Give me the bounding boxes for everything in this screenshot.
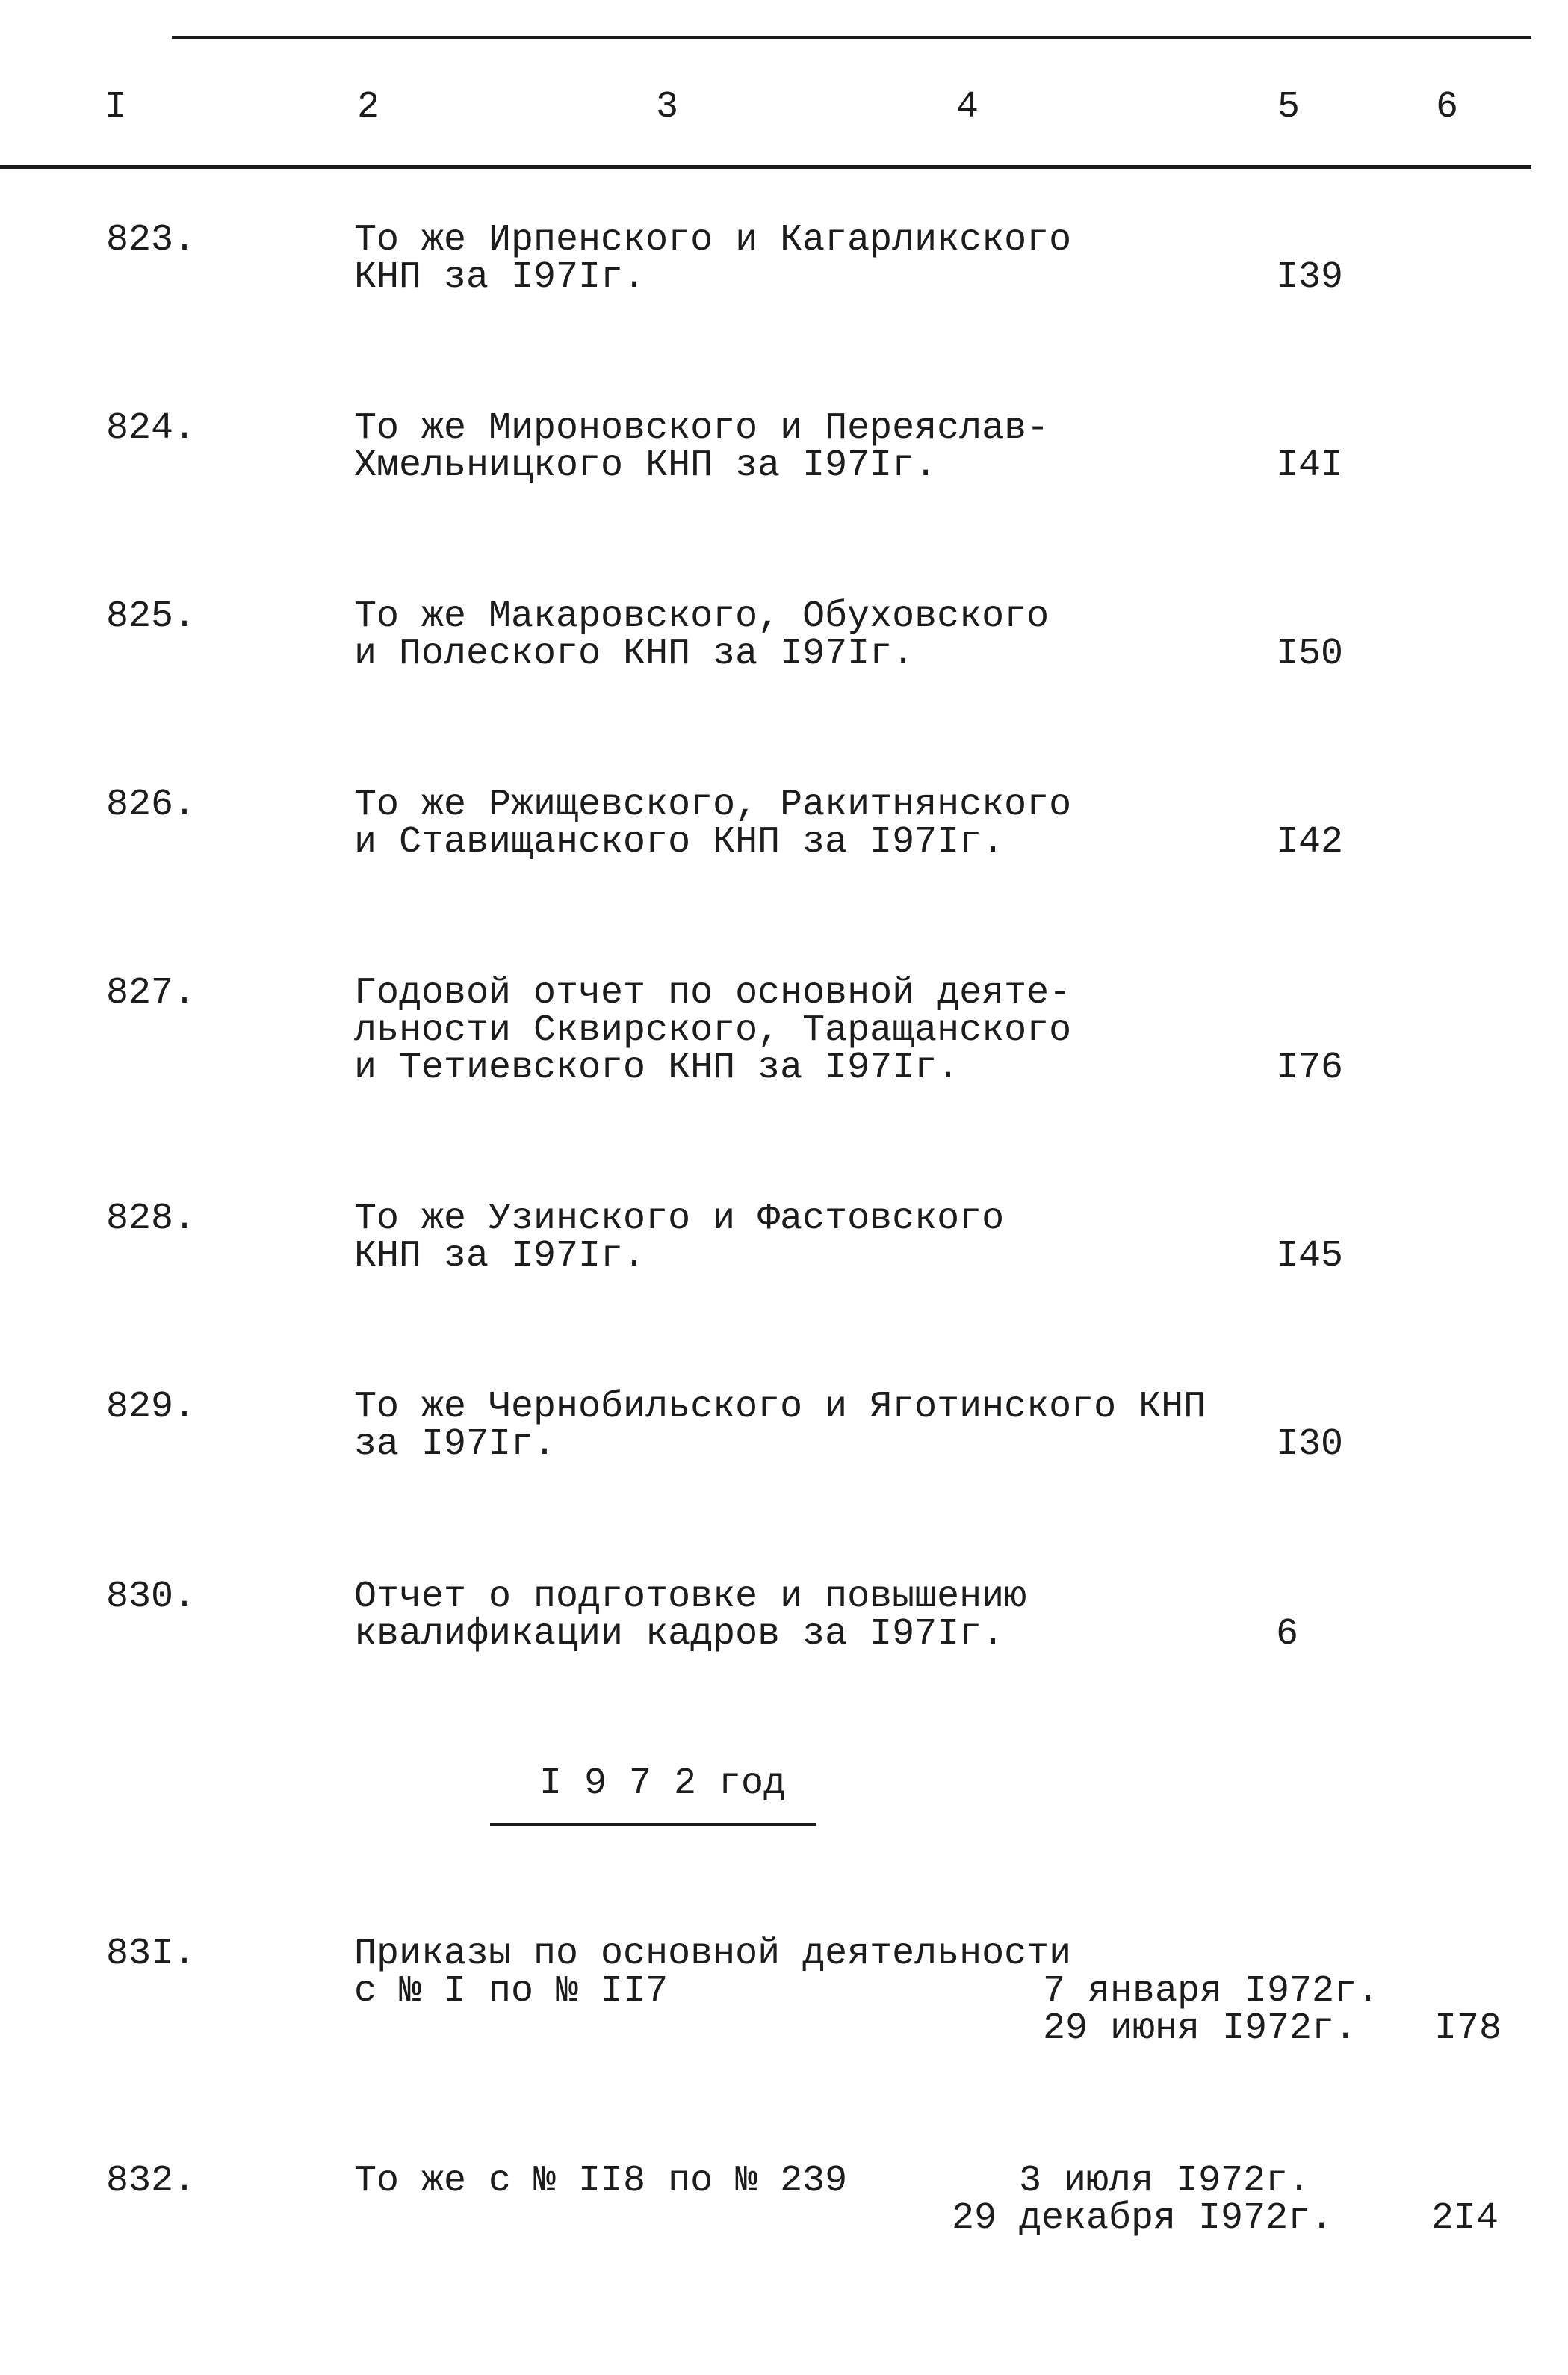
record-title-line: То же Мироновского и Переяслав- xyxy=(354,407,1050,450)
record-number: 830. xyxy=(106,1576,196,1618)
record-title-line: и Тетиевского КНП за I97Iг. xyxy=(354,1047,960,1089)
date-to: 29 июня I972г. xyxy=(1043,2007,1357,2050)
record-number: 826. xyxy=(106,784,196,826)
record-title-line: То же Макаровского, Обуховского xyxy=(354,595,1050,638)
record-title-line: То же Чернобильского и Яготинского КНП xyxy=(354,1386,1206,1428)
col-header-2: 2 xyxy=(357,86,380,128)
record-title-line: То же Узинского и Фастовского xyxy=(354,1198,1005,1240)
record-number: 825. xyxy=(106,595,196,638)
year-heading: I 9 7 2 год xyxy=(539,1762,787,1805)
record-number: 829. xyxy=(106,1386,196,1428)
sheet-count: I50 xyxy=(1276,633,1344,675)
sheet-count: I30 xyxy=(1276,1423,1344,1466)
record-title-line: Годовой отчет по основной деяте- xyxy=(354,972,1072,1015)
date-to: 29 декабря I972г. xyxy=(952,2197,1333,2240)
col-header-1: I xyxy=(105,86,128,128)
record-title-line: То же Ржищевского, Ракитнянского xyxy=(354,784,1072,826)
record-number: 832. xyxy=(106,2160,196,2202)
record-title-line: То же Ирпенского и Кагарликского xyxy=(354,219,1072,261)
record-title-line: льности Сквирского, Таращанского xyxy=(354,1009,1072,1052)
sheet-count: I4I xyxy=(1276,445,1344,487)
date-from: 3 июля I972г. xyxy=(1019,2160,1311,2202)
record-title-line: и Полеского КНП за I97Iг. xyxy=(354,633,915,675)
record-number: 828. xyxy=(106,1198,196,1240)
record-title-line: То же с № II8 по № 239 xyxy=(354,2160,848,2202)
sheet-count: I42 xyxy=(1276,821,1344,864)
col-header-6: 6 xyxy=(1436,86,1459,128)
sheet-count: I45 xyxy=(1276,1235,1344,1278)
record-title-line: Хмельницкого КНП за I97Iг. xyxy=(354,445,938,487)
top-rule xyxy=(172,36,1531,39)
record-title-line: квалификации кадров за I97Iг. xyxy=(354,1613,1005,1656)
col-header-3: 3 xyxy=(656,86,679,128)
record-title-line: и Ставищанского КНП за I97Iг. xyxy=(354,821,1005,864)
sheet-count: I76 xyxy=(1276,1047,1344,1089)
record-title-line: за I97Iг. xyxy=(354,1423,557,1466)
sheet-count: 6 xyxy=(1276,1613,1299,1656)
record-number: 823. xyxy=(106,219,196,261)
record-title-line: КНП за I97Iг. xyxy=(354,256,646,299)
record-number: 827. xyxy=(106,972,196,1015)
year-underline xyxy=(490,1823,816,1826)
record-number: 83I. xyxy=(106,1933,196,1975)
record-number: 824. xyxy=(106,407,196,450)
sheet-count: I78 xyxy=(1434,2007,1502,2050)
col-header-4: 4 xyxy=(956,86,979,128)
sheet-count: I39 xyxy=(1276,256,1344,299)
sheet-count: 2I4 xyxy=(1431,2197,1499,2240)
record-title-line: Отчет о подготовке и повышению xyxy=(354,1576,1027,1618)
record-title-line: Приказы по основной деятельности xyxy=(354,1933,1072,1975)
header-rule xyxy=(0,165,1531,169)
col-header-5: 5 xyxy=(1277,86,1301,128)
record-title-line: с № I по № II7 xyxy=(354,1970,669,2013)
record-title-line: КНП за I97Iг. xyxy=(354,1235,646,1278)
date-from: 7 января I972г. xyxy=(1043,1970,1380,2013)
